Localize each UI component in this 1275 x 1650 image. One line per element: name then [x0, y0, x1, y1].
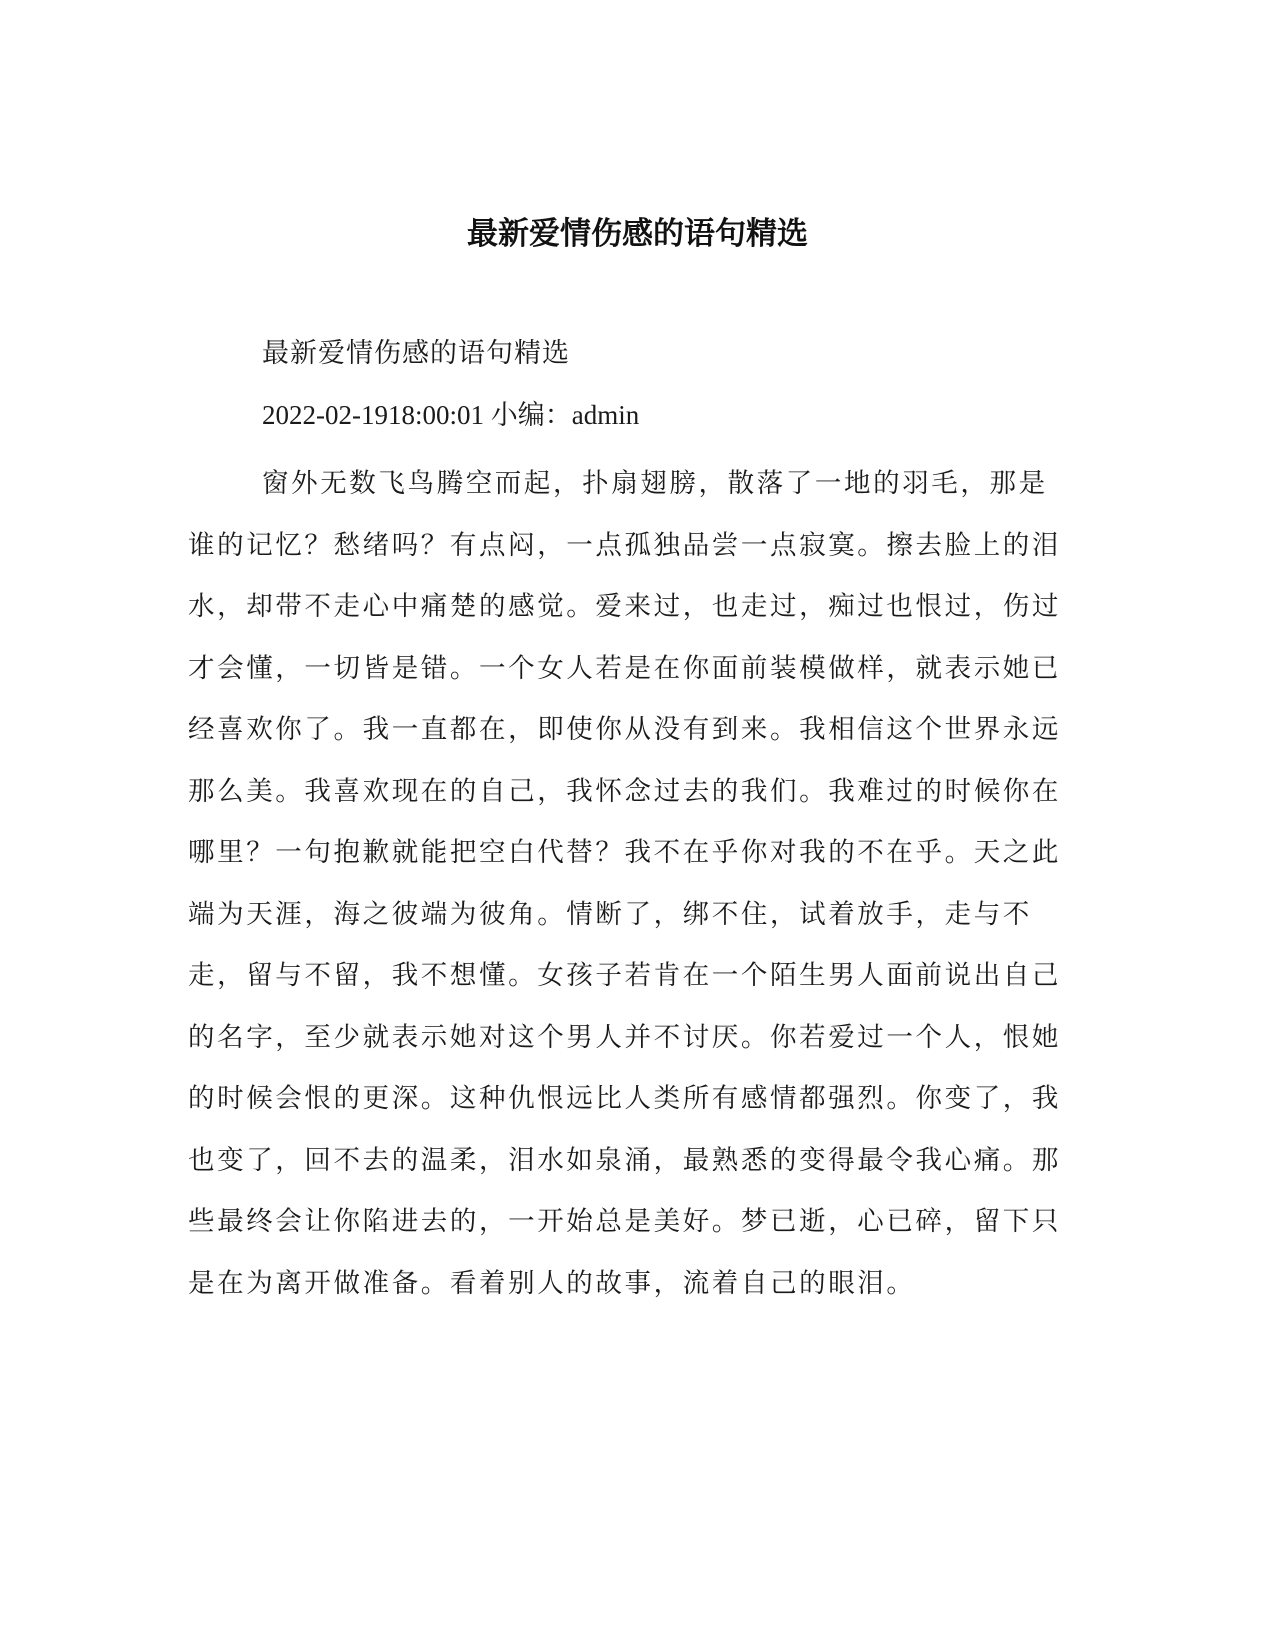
- body-paragraph: 窗外无数飞鸟腾空而起，扑扇翅膀，散落了一地的羽毛，那是谁的记忆？愁绪吗？有点闷，一点孤独品尝一点寂寞。擦去脸上的泪水，却带不走心中痛楚的感觉。爱来过，也走过，痴过也恨过，伤过才会懂，一切皆是错。一个女人若是在你面前装模做样，就表示她已经喜欢你了。我一直都在，即使你从没有到来。我相信这个世界永远那么美。我喜欢现在的自己，我怀念过去的我们。我难过的时候你在哪里？一句抱歉就能把空白代替？我不在乎你对我的不在乎。天之此端为天涯，海之彼端为彼角。情断了，绑不住，试着放手，走与不走，留与不留，我不想懂。女孩子若肯在一个陌生男人面前说出自己的名字，至少就表示她对这个男人并不讨厌。你若爱过一个人，恨她的时候会恨的更深。这种仇恨远比人类所有感情都强烈。你变了，我也变了，回不去的温柔，泪水如泉涌，最熟悉的变得最令我心痛。那些最终会让你陷进去的，一开始总是美好。梦已逝，心已碎，留下只是在为离开做准备。看着别人的故事，流着自己的眼泪。: [188, 468, 1061, 1299]
- document-subtitle: 最新爱情伤感的语句精选: [262, 338, 570, 369]
- publish-meta-line: 2022-02-1918:00:01 小编：admin: [262, 400, 640, 430]
- document-title: 最新爱情伤感的语句精选: [467, 216, 808, 252]
